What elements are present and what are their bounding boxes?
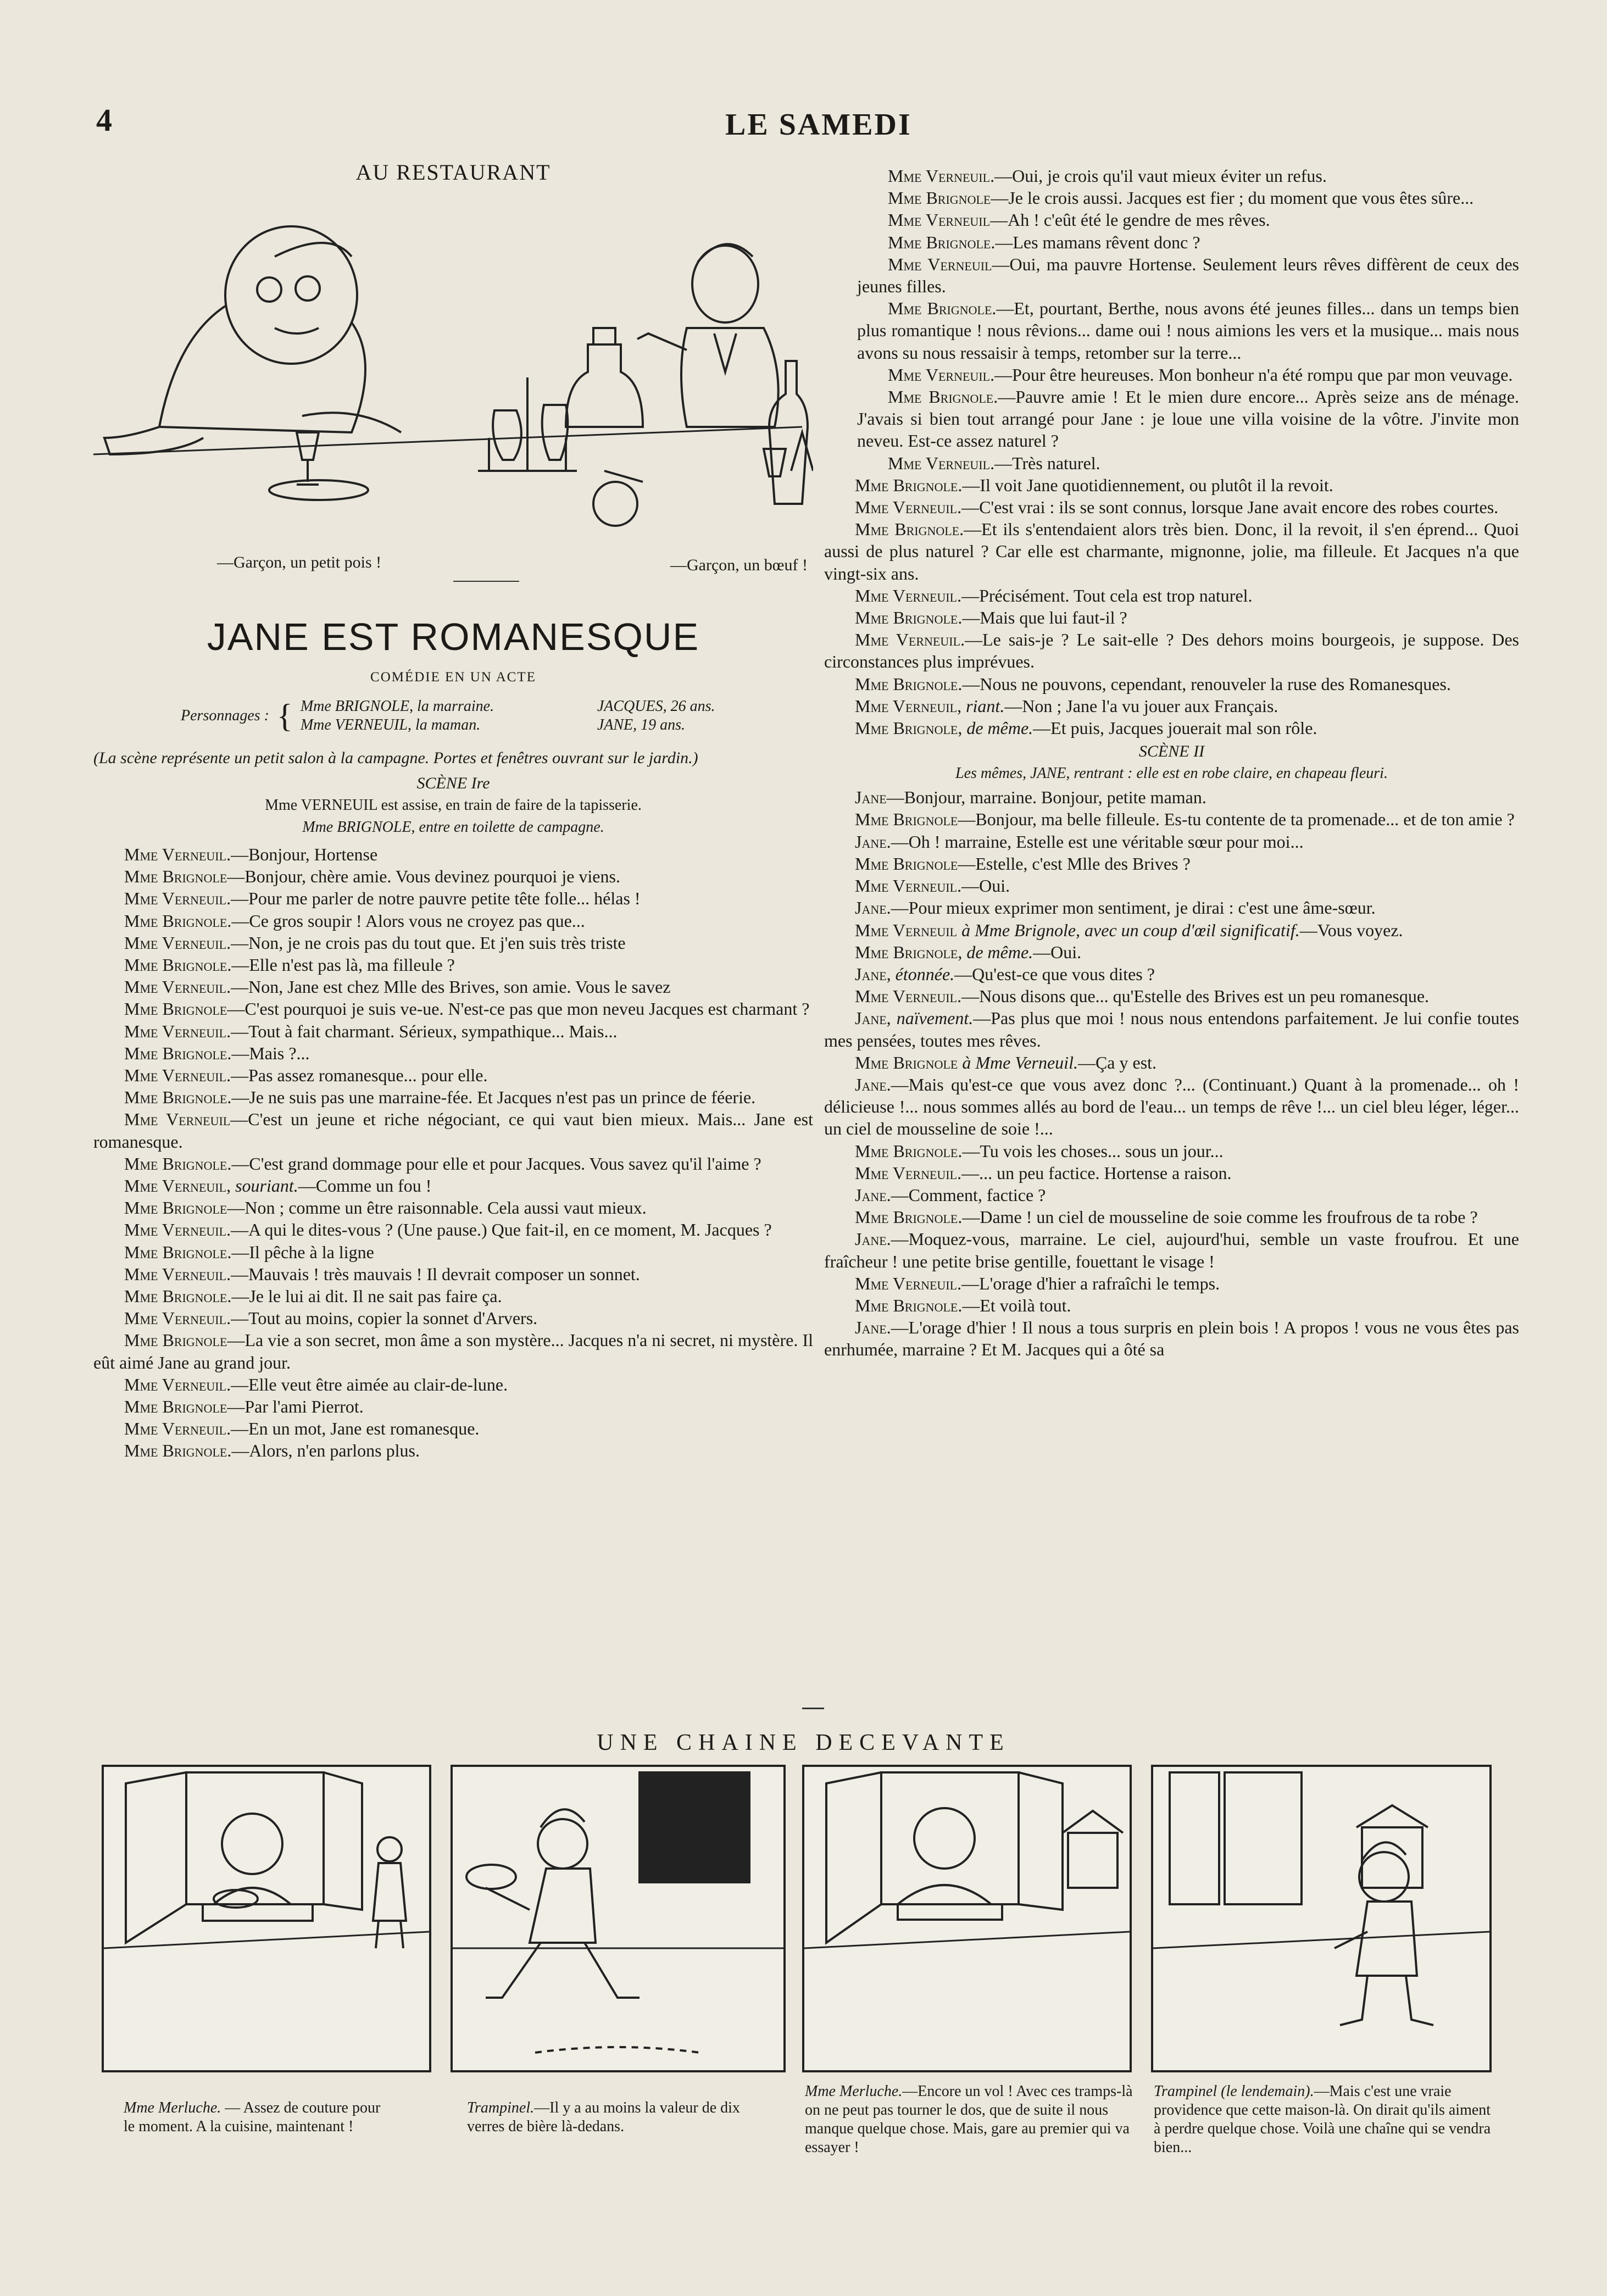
panel-illustration [104, 1767, 429, 2070]
scene-entrance: Mme BRIGNOLE, entre en toilette de campagne. [302, 819, 604, 836]
restaurant-cartoon [93, 196, 813, 574]
dialogue-line: Mme Brignole—Bonjour, ma belle filleule. Es-tu contente de ta promenade... et de ton amie ? [855, 809, 1515, 830]
dialogue-line: Mme Brignole.—Ce gros soupir ! Alors vous ne croyez pas que... [124, 910, 585, 931]
dialogue-right-b [824, 474, 1519, 739]
separator-rule [453, 581, 519, 582]
dialogue-right-a [824, 165, 1519, 474]
dialogue-line: Mme Verneuil, riant.—Non ; Jane l'a vu jouer aux Français. [855, 696, 1278, 716]
dialogue-line: Jane, naïvement.—Pas plus que moi ! nous nous entendons parfaitement. Je lui confie toutes mes pensées, toutes mes rêves. [824, 1008, 1520, 1050]
cartoon-caption-left: —Garçon, un petit pois ! [217, 553, 382, 571]
dialogue-line: Mme Brignole.—Il voit Jane quotidiennement, ou plutôt il la revoit. [855, 475, 1333, 495]
dialogue-right-c [824, 786, 1519, 1360]
dialogue-line: Mme Verneuil.—Oui, je crois qu'il vaut mieux éviter un refus. [888, 166, 1327, 186]
dialogue-line: Mme Brignole.—Et ils s'entendaient alors très bien. Donc, il la revoit, il s'en éprend... Quoi aussi de plus naturel ? Car elle est charmante, mignonne, jolie, ma filleule. Et Jacques n'a que vingt-six ans. [824, 519, 1519, 583]
dialogue-line: Mme Verneuil, souriant.—Comme un fou ! [124, 1176, 432, 1196]
dialogue-line: Mme Brignole.—Pauvre amie ! Et le mien dure encore... Après seize ans de ménage. J'avais si bien tout arrangé pour Jane : je loue une villa voisine de la vôtre. J'invite mon neveu. Est-ce assez naturel ? [857, 387, 1520, 451]
scene-entrance: Les mêmes, JANE, rentrant : elle est en robe claire, en chapeau fleuri. [955, 765, 1388, 782]
cast-member: Mme BRIGNOLE, la marraine. [300, 698, 494, 715]
scene-entrance: Mme VERNEUIL est assise, en train de faire de la tapisserie. [265, 797, 642, 814]
dialogue-line: Jane.—Oh ! marraine, Estelle est une véritable sœur pour moi... [855, 831, 1304, 852]
dialogue-line: Mme Brignole.—Alors, n'en parlons plus. [124, 1441, 420, 1461]
dialogue-line: Jane.—Moquez-vous, marraine. Le ciel, aujourd'hui, semble un vaste froufrou. Et une fraîcheur ! une petite brise gentille, fouettant le visage ! [824, 1229, 1519, 1271]
dialogue-line: Mme Brignole, de même.—Et puis, Jacques jouerait mal son rôle. [855, 718, 1317, 738]
dialogue-line: Mme Brignole—La vie a son secret, mon âme a son mystère... Jacques n'a ni secret, ni mystère. Il eût aimé Jane au grand jour. [93, 1330, 813, 1372]
cast-member: JANE, 19 ans. [597, 716, 686, 733]
dialogue-line: Mme Brignole.—Et voilà tout. [855, 1295, 1071, 1315]
dialogue-line: Mme Verneuil.—Non, Jane est chez Mlle des Brives, son amie. Vous le savez [124, 977, 671, 997]
dialogue-line: Mme Verneuil.—Pour être heureuses. Mon bonheur n'a été rompu que par mon veuvage. [888, 364, 1513, 385]
dialogue-line: Mme Verneuil—C'est un jeune et riche négociant, ce qui vaut bien mieux. Mais... Jane est romanesque. [93, 1109, 813, 1152]
panel-illustration [804, 1767, 1130, 2070]
dialogue-line: Mme Verneuil.—... un peu factice. Hortense a raison. [855, 1163, 1232, 1183]
panel-caption-2: Trampinel.—Il y a au moins la valeur de dix verres de bière là-dedans. [467, 2099, 740, 2135]
dialogue-line: Mme Brignole.—Nous ne pouvons, cependant, renouveler la ruse des Romanesques. [855, 674, 1451, 694]
page-number: 4 [96, 102, 112, 138]
dialogue-line: Mme Verneuil.—A qui le dites-vous ? (Une pause.) Que fait-il, en ce moment, M. Jacques ? [124, 1220, 772, 1240]
dialogue-line: Mme Brignole—Par l'ami Pierrot. [124, 1397, 364, 1417]
dialogue-line: Mme Verneuil—Ah ! c'eût été le gendre de mes rêves. [888, 210, 1270, 230]
stage-direction: (La scène représente un petit salon à la campagne. Portes et fenêtres ouvrant sur le jardin.) [93, 749, 698, 767]
panel-caption-1: Mme Merluche. — Assez de couture pour le moment. A la cuisine, maintenant ! [124, 2099, 381, 2135]
dialogue-line: Mme Brignole.—Mais ?... [124, 1043, 310, 1063]
cast-label: Personnages : [181, 707, 269, 724]
cast-member: Mme VERNEUIL, la maman. [300, 716, 481, 733]
dialogue-line: Mme Brignole—C'est pourquoi je suis ve-ue. N'est-ce pas que mon neveu Jacques est charmant ? [124, 999, 810, 1019]
panel-caption-3: Mme Merluche.—Encore un vol ! Avec ces tramps-là on ne peut pas tourner le dos, que de suite il nous manque quelque chose. Mais, gare au premier qui va essayer ! [805, 2083, 1133, 2156]
scene-heading: SCÈNE II [1138, 742, 1205, 761]
right-column [824, 165, 1519, 1361]
dialogue-line: Mme Verneuil.—Tout à fait charmant. Sérieux, sympathique... Mais... [124, 1021, 618, 1041]
dialogue-line: Jane, étonnée.—Qu'est-ce que vous dites ? [855, 964, 1155, 984]
dialogue-line: Mme Brignole—Non ; comme un être raisonnable. Cela aussi vaut mieux. [124, 1198, 647, 1218]
comic-panel-2 [451, 1765, 786, 2072]
dialogue-line: Mme Verneuil.—Très naturel. [888, 453, 1100, 473]
dialogue-line: Mme Brignole.—C'est grand dommage pour elle et pour Jacques. Vous savez qu'il l'aime ? [124, 1153, 761, 1174]
dialogue-line: Mme Verneuil.—C'est vrai : ils se sont connus, lorsque Jane avait encore des robes courtes. [855, 497, 1499, 518]
dialogue-line: Jane.—Mais qu'est-ce que vous avez donc ?... (Continuant.) Quant à la promenade... oh ! délicieuse !... nous sommes allés au bord de l'eau... un temps de rêve !... un ciel bleu léger, léger... un ciel de mousseline de soie !... [824, 1074, 1519, 1139]
left-column [93, 159, 813, 1462]
dialogue-line: Mme Brignole.—Dame ! un ciel de mousseline de soie comme les froufrous de ta robe ? [855, 1207, 1478, 1227]
play-subtitle: COMÉDIE EN UN ACTE [370, 670, 536, 685]
restaurant-illustration [93, 196, 813, 537]
dialogue-line: Jane.—Pour mieux exprimer mon sentiment, je dirai : c'est une âme-sœur. [855, 898, 1376, 918]
strip-title: UNE CHAINE DECEVANTE [597, 1730, 1010, 1755]
dialogue-line: Mme Verneuil—Oui, ma pauvre Hortense. Seulement leurs rêves diffèrent de ceux des jeunes filles. [857, 254, 1520, 297]
dialogue-line: Jane.—L'orage d'hier ! Il nous a tous surpris en plein bois ! A propos ! vous ne vous êtes pas enrhumée, marraine ? Et M. Jacques qui a ôté sa [824, 1317, 1519, 1360]
dialogue-line: Mme Verneuil.—Nous disons que... qu'Estelle des Brives est un peu romanesque. [855, 986, 1430, 1007]
dialogue-line: Mme Verneuil.—Non, je ne crois pas du tout que. Et j'en suis très triste [124, 932, 626, 953]
dialogue-line: Mme Brignole, de même.—Oui. [855, 942, 1082, 962]
dialogue-line: Mme Verneuil.—Mauvais ! très mauvais ! Il devrait composer un sonnet. [124, 1264, 640, 1284]
cast-member: JACQUES, 26 ans. [597, 698, 715, 715]
separator-mark [802, 1708, 824, 1709]
cast-list [93, 697, 813, 735]
dialogue-left [93, 843, 813, 1462]
dialogue-line: Mme Brignole—Je le crois aussi. Jacques est fier ; du moment que vous êtes sûre... [888, 188, 1474, 208]
dialogue-line: Mme Brignole.—Je ne suis pas une marraine-fée. Et Jacques n'est pas un prince de féerie. [124, 1087, 756, 1108]
dialogue-line: Mme Brignole.—Tu vois les choses... sous un jour... [855, 1141, 1224, 1161]
dialogue-line: Mme Verneuil.—Bonjour, Hortense [124, 844, 378, 864]
dialogue-line: Mme Verneuil.—En un mot, Jane est romanesque. [124, 1419, 480, 1439]
comic-panel-4 [1151, 1765, 1492, 2072]
dialogue-line: Mme Brignole—Bonjour, chère amie. Vous devinez pourquoi je viens. [124, 866, 620, 887]
dialogue-line: Mme Verneuil.—Le sais-je ? Le sait-elle ? Des dehors moins bourgeois, je suppose. Des circonstances plus imprévues. [824, 630, 1520, 672]
scene-heading: SCÈNE Ire [416, 774, 490, 792]
play-title: JANE EST ROMANESQUE [207, 615, 700, 658]
dialogue-line: Mme Brignole.—Il pêche à la ligne [124, 1242, 374, 1262]
dialogue-line: Mme Brignole.—Et, pourtant, Berthe, nous avons été jeunes filles... dans un temps bien plus romantique ! nous rêvions... dame oui ! nous aimions les vers et la musique... mais nous avons su nous ressaisir à temps, retomber sur la terre... [857, 298, 1519, 363]
dialogue-line: Mme Brignole.—Les mamans rêvent donc ? [888, 232, 1200, 252]
dialogue-line: Jane.—Comment, factice ? [855, 1185, 1046, 1205]
dialogue-line: Mme Verneuil.—Oui. [855, 876, 1010, 896]
dialogue-line: Mme Brignole à Mme Verneuil.—Ça y est. [855, 1052, 1157, 1072]
dialogue-line: Mme Verneuil.—Pour me parler de notre pauvre petite tête folle... hélas ! [124, 888, 641, 909]
dialogue-line: Jane—Bonjour, marraine. Bonjour, petite maman. [855, 787, 1206, 808]
panel-caption-4: Trampinel (le lendemain).—Mais c'est une vraie providence que cette maison-là. On dirait qu'ils aiment à perdre quelque chose. Voilà une chaîne qui se vendra bien... [1154, 2083, 1491, 2156]
dialogue-line: Mme Verneuil.—Pas assez romanesque... pour elle. [124, 1065, 488, 1086]
dialogue-line: Mme Brignole.—Je le lui ai dit. Il ne sait pas faire ça. [124, 1286, 502, 1307]
panel-illustration [453, 1767, 783, 2070]
dialogue-line: Mme Verneuil.—L'orage d'hier a rafraîchi le temps. [855, 1273, 1220, 1293]
dialogue-line: Mme Verneuil.—Elle veut être aimée au clair-de-lune. [124, 1374, 508, 1394]
cartoon-title: AU RESTAURANT [355, 160, 551, 185]
comic-panel-1 [102, 1765, 431, 2072]
brace-glyph: { [277, 698, 293, 734]
dialogue-line: Mme Verneuil à Mme Brignole, avec un coup d'œil significatif.—Vous voyez. [855, 920, 1403, 940]
dialogue-line: Mme Brignole.—Mais que lui faut-il ? [855, 608, 1127, 628]
dialogue-line: Mme Brignole.—Elle n'est pas là, ma filleule ? [124, 955, 455, 975]
comic-panel-3 [802, 1765, 1132, 2072]
dialogue-line: Mme Brignole—Estelle, c'est Mlle des Brives ? [855, 853, 1191, 874]
panel-illustration [1153, 1767, 1489, 2070]
publication-title: LE SAMEDI [725, 108, 912, 142]
cartoon-caption-right: —Garçon, un bœuf ! [670, 556, 808, 574]
dialogue-line: Mme Verneuil.—Tout au moins, copier la sonnet d'Arvers. [124, 1308, 538, 1328]
dialogue-line: Mme Verneuil.—Précisément. Tout cela est trop naturel. [855, 585, 1253, 605]
